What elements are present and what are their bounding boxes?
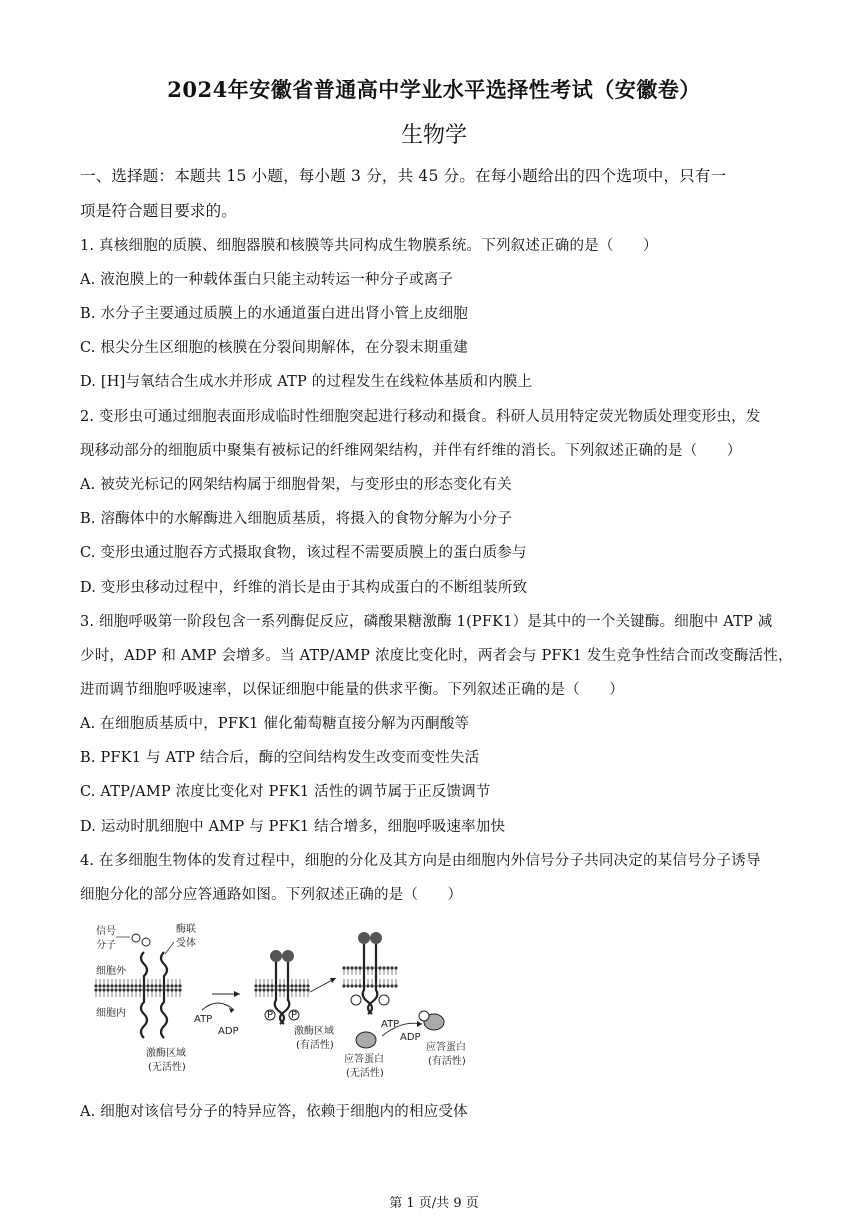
section-heading-line2: 项是符合题目要求的。 [80, 202, 238, 220]
q1-option-b: B. 水分子主要通过质膜上的水通道蛋白进出肾小管上皮细胞 [80, 306, 468, 322]
membrane-segment [342, 966, 398, 988]
q3-option-d: D. 运动时肌细胞中 AMP 与 PFK1 结合增多，细胞呼吸速率加快 [80, 819, 506, 835]
q1-option-d: D. [H]与氧结合生成水并形成 ATP 的过程发生在线粒体基质和内膜上 [80, 374, 533, 390]
label-receptor-2: 受体 [176, 938, 196, 949]
label-kinase-active-1: 激酶区域 [294, 1026, 334, 1037]
q2-option-a: A. 被荧光标记的网架结构属于细胞骨架，与变形虫的形态变化有关 [80, 477, 512, 493]
subject-title: 生物学 [400, 123, 467, 148]
label-response-inactive-1: 应答蛋白 [344, 1054, 384, 1065]
membrane-segment [254, 978, 310, 1000]
response-protein-inactive-icon [356, 1032, 376, 1048]
q4-stem-line2: 细胞分化的部分应答通路如图。下列叙述正确的是（ ） [80, 887, 463, 903]
membrane-segment [94, 978, 182, 1000]
q2-option-c: C. 变形虫通过胞吞方式摄取食物，该过程不需要质膜上的蛋白质参与 [80, 545, 527, 561]
q2-option-b: B. 溶酶体中的水解酶进入细胞质基质，将摄入的食物分解为小分子 [80, 511, 513, 527]
label-receptor-1: 酶联 [176, 924, 196, 935]
q2-stem-line2: 现移动部分的细胞质中聚集有被标记的纤维网架结构，并伴有纤维的消长。下列叙述正确的是（ ） [80, 443, 742, 459]
page-number: 第 1 页/共 9 页 [389, 1196, 479, 1211]
label-response-active-1: 应答蛋白 [426, 1042, 466, 1053]
signal-pathway-diagram [94, 922, 484, 1088]
q3-stem-line2: 少时，ADP 和 AMP 会增多。当 ATP/AMP 浓度比变化时，两者会与 PFK1 发生竞争性结合而改变酶活性， [80, 648, 793, 664]
q4-option-a: A. 细胞对该信号分子的特异应答，依赖于细胞内的相应受体 [80, 1104, 468, 1120]
label-signal-1: 信号 [96, 926, 116, 937]
label-outside: 细胞外 [96, 966, 126, 977]
q2-stem-line1: 2. 变形虫可通过细胞表面形成临时性细胞突起进行移动和摄食。科研人员用特定荧光物质处理变形虫，发 [80, 409, 761, 425]
q3-option-a: A. 在细胞质基质中，PFK1 催化葡萄糖直接分解为丙酮酸等 [80, 716, 470, 732]
q1-option-a: A. 液泡膜上的一种载体蛋白只能主动转运一种分子或离子 [80, 272, 454, 288]
exam-title: 2024年安徽省普通高中学业水平选择性考试（安徽卷） [167, 77, 701, 102]
label-adp-2: ADP [400, 1032, 421, 1043]
label-response-inactive-2: (无活性) [346, 1068, 384, 1079]
label-kinase-inactive-1: 激酶区域 [146, 1048, 186, 1059]
q3-option-b: B. PFK1 与 ATP 结合后，酶的空间结构发生改变而变性失活 [80, 750, 480, 766]
label-atp: ATP [194, 1014, 213, 1025]
label-inside: 细胞内 [96, 1008, 126, 1019]
section-heading-line1: 一、选择题：本题共 15 小题，每小题 3 分，共 45 分。在每小题给出的四个选项中，只有一 [80, 167, 727, 185]
label-kinase-active-2: (有活性) [296, 1040, 334, 1051]
q1-option-c: C. 根尖分生区细胞的核膜在分裂间期解体，在分裂末期重建 [80, 340, 468, 356]
q3-option-c: C. ATP/AMP 浓度比变化对 PFK1 活性的调节属于正反馈调节 [80, 784, 491, 800]
q3-stem-line3: 进而调节细胞呼吸速率，以保证细胞中能量的供求平衡。下列叙述正确的是（ ） [80, 682, 624, 698]
label-adp: ADP [218, 1026, 239, 1037]
reaction-arrow [202, 1003, 234, 1010]
q4-stem-line1: 4. 在多细胞生物体的发育过程中，细胞的分化及其方向是由细胞内外信号分子共同决定的某信号分子诱导 [80, 853, 761, 869]
q1-stem: 1. 真核细胞的质膜、细胞器膜和核膜等共同构成生物膜系统。下列叙述正确的是（ ） [80, 238, 658, 254]
label-kinase-inactive-2: (无活性) [148, 1062, 186, 1073]
label-signal-2: 分子 [96, 940, 116, 951]
label-phosphate: P [267, 1010, 274, 1021]
label-atp-2: ATP [381, 1019, 400, 1030]
q3-stem-line1: 3. 细胞呼吸第一阶段包含一系列酶促反应，磷酸果糖激酶 1(PFK1）是其中的一个关键酶。细胞中 ATP 减 [80, 614, 773, 630]
q2-option-d: D. 变形虫移动过程中，纤维的消长是由于其构成蛋白的不断组装所致 [80, 580, 528, 596]
signal-molecule-icon [132, 934, 150, 946]
label-response-active-2: (有活性) [428, 1056, 466, 1067]
label-phosphate: P [291, 1010, 298, 1021]
